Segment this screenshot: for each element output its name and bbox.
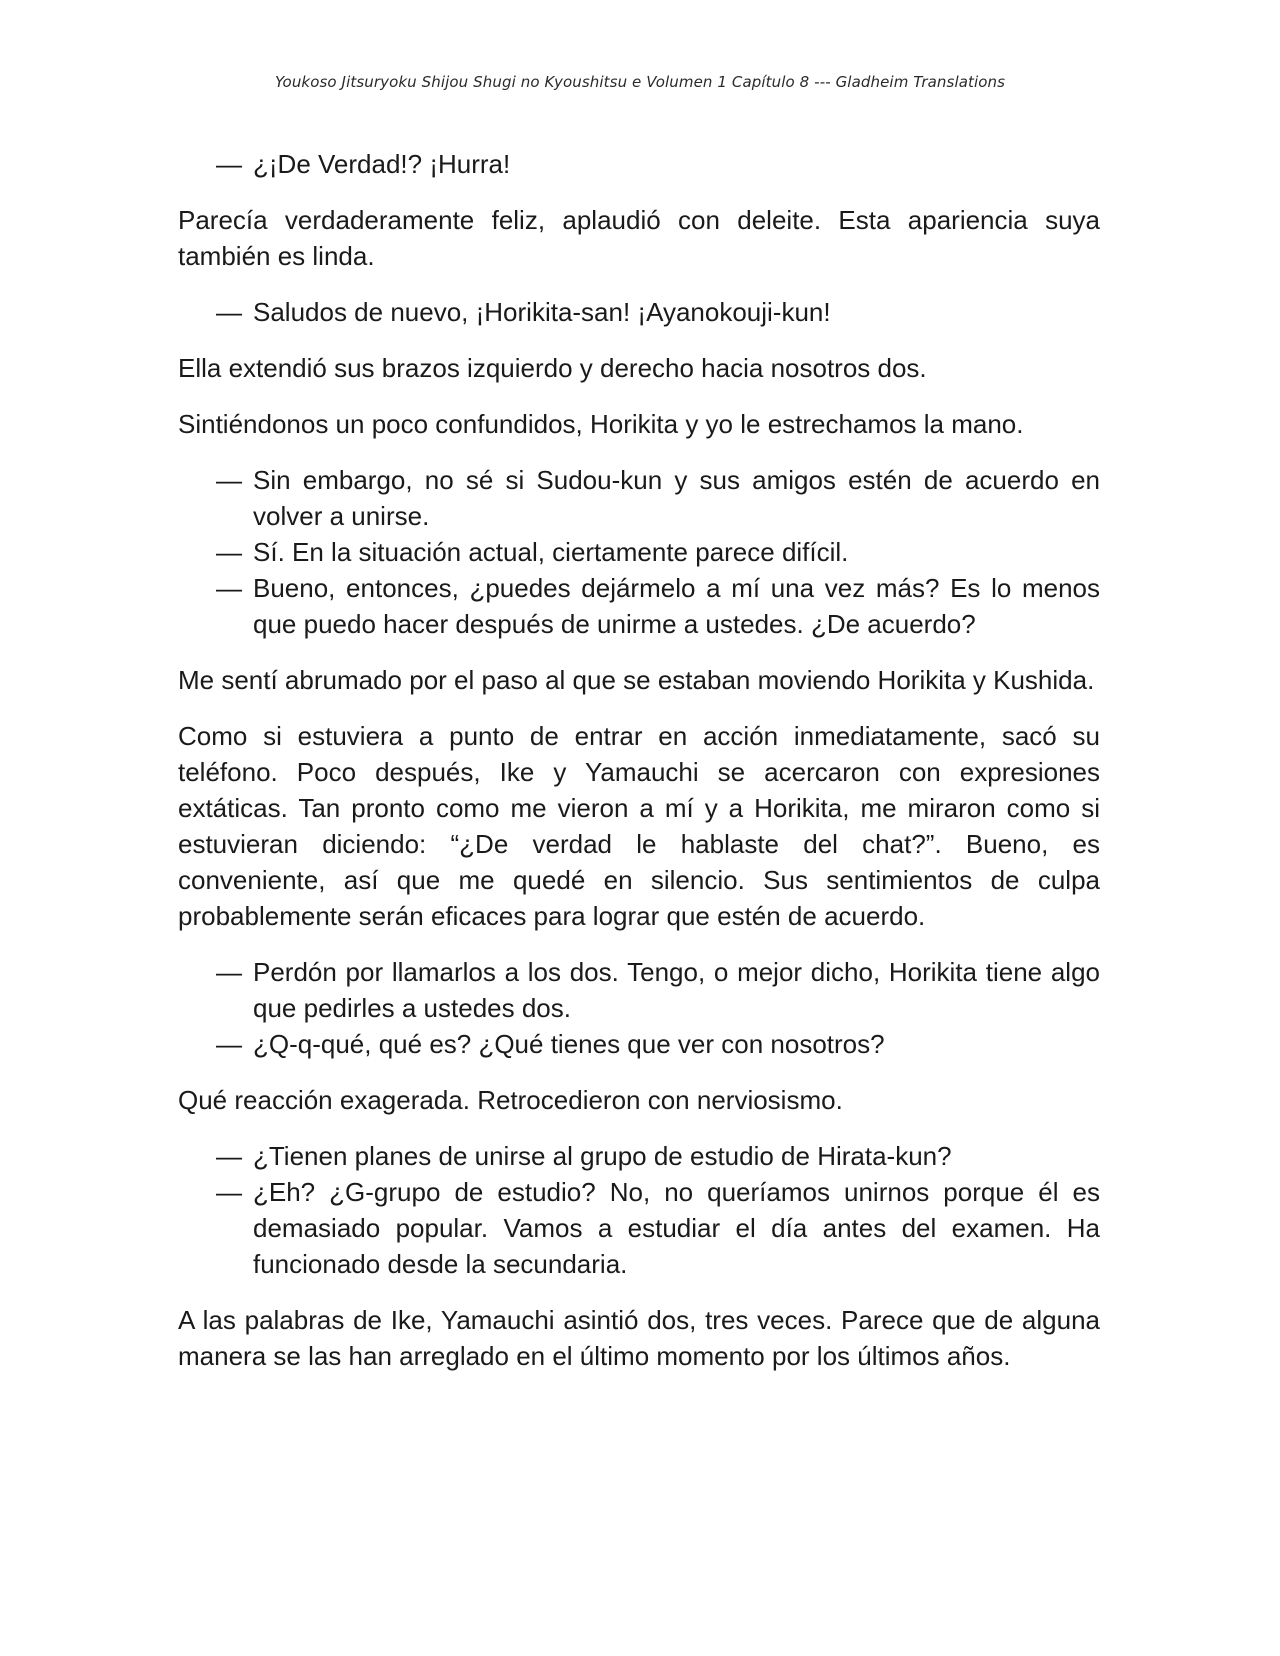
- em-dash: —: [216, 297, 242, 327]
- dialogue-text: ¿Q-q-qué, qué es? ¿Qué tienes que ver con nosotros?: [253, 1029, 885, 1059]
- page-header: Youkoso Jitsuryoku Shijou Shugi no Kyoushitsu e Volumen 1 Capítulo 8 --- Gladheim Translations: [274, 73, 1006, 91]
- dialogue-line: [178, 534, 1100, 570]
- dialogue-line: [178, 1174, 1100, 1282]
- dialogue-block: [178, 954, 1100, 1062]
- em-dash: —: [216, 465, 242, 495]
- dialogue-text: Saludos de nuevo, ¡Horikita-san! ¡Ayanokouji-kun!: [253, 297, 831, 327]
- narration-paragraph: Ella extendió sus brazos izquierdo y derecho hacia nosotros dos.: [178, 353, 927, 383]
- dialogue-text: ¿Tienen planes de unirse al grupo de estudio de Hirata-kun?: [253, 1141, 952, 1171]
- document-body: [178, 146, 1100, 1394]
- dialogue-line: [178, 1026, 1100, 1062]
- dialogue-line: [178, 954, 1100, 1026]
- dialogue-line: [178, 1138, 1100, 1174]
- dialogue-text: Sin embargo, no sé si Sudou-kun y sus amigos estén de acuerdo en volver a unirse.: [253, 465, 1100, 531]
- dialogue-line: [178, 570, 1100, 642]
- narration-paragraph: Parecía verdaderamente feliz, aplaudió con deleite. Esta apariencia suya también es linda.: [178, 205, 1100, 271]
- narration-paragraph: Como si estuviera a punto de entrar en acción inmediatamente, sacó su teléfono. Poco después, Ike y Yamauchi se acercaron con expresiones extáticas. Tan pronto como me vieron a mí y a Horikita, me miraron como si estuvieran diciendo: “¿De verdad le hablaste del chat?”. Bueno, es conveniente, así que me quedé en silencio. Sus sentimientos de culpa probablemente serán eficaces para lograr que estén de acuerdo.: [178, 721, 1100, 931]
- dialogue-line: [178, 146, 1100, 182]
- dialogue-text: ¿¡De Verdad!? ¡Hurra!: [253, 149, 511, 179]
- dialogue-text: Perdón por llamarlos a los dos. Tengo, o mejor dicho, Horikita tiene algo que pedirles a ustedes dos.: [253, 957, 1100, 1023]
- dialogue-text: Bueno, entonces, ¿puedes dejármelo a mí una vez más? Es lo menos que puedo hacer después de unirme a ustedes. ¿De acuerdo?: [253, 573, 1100, 639]
- em-dash: —: [216, 573, 242, 603]
- em-dash: —: [216, 1029, 242, 1059]
- narration-paragraph: Sintiéndonos un poco confundidos, Horikita y yo le estrechamos la mano.: [178, 409, 1024, 439]
- narration-paragraph: Me sentí abrumado por el paso al que se estaban moviendo Horikita y Kushida.: [178, 665, 1095, 695]
- em-dash: —: [216, 1141, 242, 1171]
- dialogue-block: [178, 1138, 1100, 1282]
- em-dash: —: [216, 537, 242, 567]
- dialogue-block: [178, 294, 1100, 330]
- dialogue-block: [178, 462, 1100, 642]
- dialogue-block: [178, 146, 1100, 182]
- em-dash: —: [216, 149, 242, 179]
- dialogue-line: [178, 294, 1100, 330]
- dialogue-line: [178, 462, 1100, 534]
- narration-paragraph: A las palabras de Ike, Yamauchi asintió dos, tres veces. Parece que de alguna manera se las han arreglado en el último momento por los últimos años.: [178, 1305, 1100, 1371]
- em-dash: —: [216, 957, 242, 987]
- narration-paragraph: Qué reacción exagerada. Retrocedieron con nerviosismo.: [178, 1085, 843, 1115]
- em-dash: —: [216, 1177, 242, 1207]
- dialogue-text: Sí. En la situación actual, ciertamente parece difícil.: [253, 537, 849, 567]
- dialogue-text: ¿Eh? ¿G-grupo de estudio? No, no queríamos unirnos porque él es demasiado popular. Vamos a estudiar el día antes del examen. Ha funcionado desde la secundaria.: [253, 1177, 1100, 1279]
